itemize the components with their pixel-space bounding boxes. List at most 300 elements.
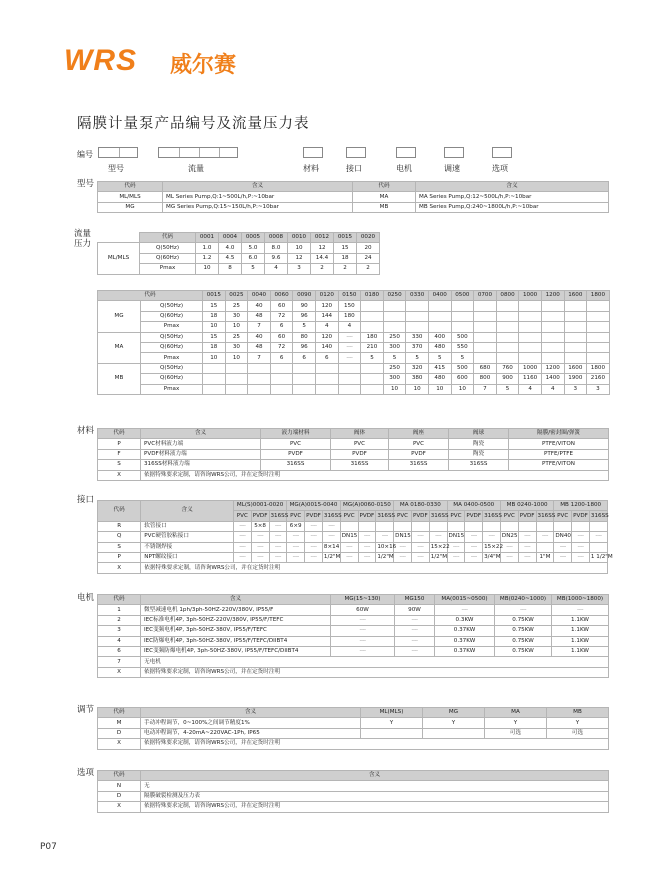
- table-cell: S: [98, 460, 141, 470]
- table-cell: 5×8: [251, 521, 269, 531]
- table-cell: 0.75KW: [495, 636, 552, 646]
- header-cell: 316SS: [429, 511, 447, 521]
- table-cell: 20: [357, 243, 380, 253]
- table-cell: 陶瓷: [449, 439, 509, 449]
- table-cell: 96: [293, 342, 316, 352]
- table-cell: 90: [293, 301, 316, 311]
- header-cell: 316SS: [376, 511, 394, 521]
- table-cell: 10: [196, 264, 219, 274]
- table-row: [98, 728, 609, 738]
- table-cell: 0.37KW: [435, 646, 495, 656]
- table-cell: MB: [353, 202, 416, 212]
- table-cell: ----: [411, 542, 429, 552]
- table-cell: R: [98, 521, 141, 531]
- table-cell: 18: [203, 311, 226, 321]
- table-cell: 316SS: [389, 460, 449, 470]
- header-cell: MA 0180-0330: [394, 501, 447, 511]
- header-cell: MB(1000~1800): [552, 595, 609, 605]
- table-cell: MB: [98, 363, 141, 394]
- table-cell: [361, 363, 384, 373]
- table-cell: ----: [518, 532, 536, 542]
- table-cell: 316SS: [261, 460, 331, 470]
- table-cell: 316SS: [449, 460, 509, 470]
- table-cell: 0.75KW: [495, 615, 552, 625]
- table-cell: [518, 521, 536, 531]
- table-row: [98, 771, 609, 781]
- table-cell: Q(60Hz): [140, 253, 196, 263]
- code-box-option: [492, 147, 512, 158]
- header-cell: PVC: [287, 511, 305, 521]
- table-cell: Y: [423, 718, 485, 728]
- table-cell: 陶瓷: [449, 449, 509, 459]
- table-cell: ML Series Pump,Q:1~500L/h,P:~10bar: [163, 192, 353, 202]
- table-cell: ----: [331, 646, 395, 656]
- table-cell: ----: [269, 542, 287, 552]
- table-cell: 3: [288, 264, 311, 274]
- table-cell: 2: [357, 264, 380, 274]
- option-table: [97, 770, 609, 813]
- table-cell: 1400: [541, 374, 564, 384]
- table-cell: 316SS材料液力端: [141, 460, 261, 470]
- header-cell: MB(0240~1000): [495, 595, 552, 605]
- table-cell: [361, 311, 384, 321]
- table-cell: [572, 521, 590, 531]
- code-box-model: [98, 147, 138, 158]
- table-cell: [248, 363, 271, 373]
- table-cell: 370: [406, 342, 429, 352]
- header-cell: PVC: [554, 511, 572, 521]
- header-cell: 0010: [288, 233, 311, 243]
- header-cell: 1800: [587, 291, 610, 301]
- table-cell: 手动冲程调节，0~100%之间调节精度1%: [141, 718, 361, 728]
- header-cell: 代码: [98, 291, 203, 301]
- header-cell: 0500: [451, 291, 474, 301]
- table-cell: 1200: [541, 363, 564, 373]
- table-cell: 24: [357, 253, 380, 263]
- table-cell: 120: [315, 332, 338, 342]
- motor-table: [97, 594, 609, 678]
- header-cell: 0150: [338, 291, 361, 301]
- table-cell: [541, 342, 564, 352]
- table-cell: [483, 521, 501, 531]
- table-cell: ----: [495, 605, 552, 615]
- table-cell: 4: [541, 384, 564, 394]
- table-cell: ----: [394, 542, 412, 552]
- table-cell: IEC变频防爆电机4P, 3ph-50HZ-380V, IP55/F/TEFC/DIIBT4: [141, 646, 331, 656]
- section-label-option: 选项: [77, 768, 95, 778]
- table-cell: 5: [293, 322, 316, 332]
- table-cell: 微型减速电机 1ph/3ph-50HZ-220V/380V, IP55/F: [141, 605, 331, 615]
- table-cell: PVDF材料液力端: [141, 449, 261, 459]
- table-cell: S: [98, 542, 141, 552]
- table-cell: 10: [225, 353, 248, 363]
- header-cell: MG150: [395, 595, 435, 605]
- table-cell: [383, 311, 406, 321]
- table-cell: 2: [334, 264, 357, 274]
- header-cell: MB 1200-1800: [554, 501, 608, 511]
- header-cell: 0005: [242, 233, 265, 243]
- table-cell: ----: [338, 353, 361, 363]
- header-cell: 1600: [564, 291, 587, 301]
- table-row: [98, 353, 610, 363]
- table-cell: 1160: [519, 374, 542, 384]
- table-row: [98, 791, 609, 801]
- table-cell: [496, 353, 519, 363]
- table-cell: 依据特殊要求定制，请咨询WRS公司，并在定货时注明: [141, 470, 609, 480]
- table-cell: [496, 311, 519, 321]
- table-row: [98, 374, 610, 384]
- material-table: [97, 428, 609, 481]
- table-cell: 10: [428, 384, 451, 394]
- code-row-label: 编号: [77, 150, 93, 159]
- header-cell: 0008: [265, 233, 288, 243]
- table-cell: ----: [554, 542, 572, 552]
- table-cell: 250: [383, 363, 406, 373]
- table-cell: 1.2: [196, 253, 219, 263]
- header-cell: 316SS: [269, 511, 287, 521]
- table-cell: [429, 521, 447, 531]
- table-cell: ----: [358, 552, 376, 562]
- table-cell: 依据特殊要求定制，请咨询WRS公司，并在定货时注明: [141, 667, 609, 677]
- table-cell: [315, 384, 338, 394]
- table-cell: 10: [406, 384, 429, 394]
- table-cell: ----: [376, 532, 394, 542]
- table-cell: 900: [496, 374, 519, 384]
- table-cell: ----: [500, 542, 518, 552]
- table-cell: X: [98, 667, 141, 677]
- section-label-speed: 调节: [77, 705, 95, 715]
- table-cell: 5: [451, 353, 474, 363]
- table-cell: IEC变频电机4P, 3ph-50HZ-380V, IP55/F/TEFC: [141, 626, 331, 636]
- table-cell: 30: [225, 342, 248, 352]
- table-cell: [496, 301, 519, 311]
- table-cell: PTFE/VITON: [509, 439, 609, 449]
- code-label-flow: 流量: [188, 164, 204, 173]
- table-cell: [474, 301, 497, 311]
- table-cell: MA: [98, 332, 141, 363]
- table-row: [98, 626, 609, 636]
- header-cell: MG(15~130): [331, 595, 395, 605]
- table-cell: [361, 322, 384, 332]
- table-cell: 5: [361, 353, 384, 363]
- table-row: [98, 552, 608, 562]
- table-cell: D: [98, 791, 141, 801]
- table-cell: ----: [465, 542, 483, 552]
- table-cell: DN40: [554, 532, 572, 542]
- table-cell: ----: [305, 521, 323, 531]
- table-cell: ----: [552, 605, 609, 615]
- header-cell: 0400: [428, 291, 451, 301]
- header-cell: 0060: [270, 291, 293, 301]
- table-cell: [519, 353, 542, 363]
- header-cell: 0250: [383, 291, 406, 301]
- table-cell: 1000: [519, 363, 542, 373]
- table-cell: IEC标准电机4P, 3ph-50HZ-220V/380V, IP55/F/TEFC: [141, 615, 331, 625]
- table-row: [98, 636, 609, 646]
- table-cell: ----: [322, 532, 340, 542]
- table-cell: 无: [141, 781, 609, 791]
- table-cell: ----: [589, 532, 607, 542]
- table-cell: [361, 301, 384, 311]
- table-row: [98, 615, 609, 625]
- table-cell: 7: [98, 657, 141, 667]
- table-cell: 2: [98, 615, 141, 625]
- table-cell: 760: [496, 363, 519, 373]
- code-label-material: 材料: [303, 164, 319, 173]
- table-cell: ----: [395, 626, 435, 636]
- header-cell: 隔膜/密封圈/弹簧: [509, 429, 609, 439]
- table-cell: 10: [225, 322, 248, 332]
- table-cell: 4: [265, 264, 288, 274]
- table-cell: Y: [547, 718, 609, 728]
- table-cell: PVDF: [331, 449, 389, 459]
- table-cell: P: [98, 552, 141, 562]
- table-cell: [496, 342, 519, 352]
- table-row: [98, 718, 609, 728]
- header-cell: PVDF: [305, 511, 323, 521]
- header-cell: 代码: [98, 708, 141, 718]
- table-cell: [474, 322, 497, 332]
- brand-logo-wrs: WRS: [64, 44, 137, 77]
- table-cell: ----: [411, 552, 429, 562]
- table-cell: ----: [233, 552, 251, 562]
- table-cell: 30: [225, 311, 248, 321]
- header-cell: MB 0240-1000: [500, 501, 553, 511]
- table-cell: ----: [338, 332, 361, 342]
- table-cell: 0.75KW: [495, 646, 552, 656]
- table-cell: [358, 521, 376, 531]
- code-label-option: 选项: [492, 164, 508, 173]
- table-row: [98, 322, 610, 332]
- table-cell: [496, 322, 519, 332]
- table-cell: 96: [293, 311, 316, 321]
- table-cell: 3: [98, 626, 141, 636]
- table-cell: 60W: [331, 605, 395, 615]
- header-cell: 含义: [163, 182, 353, 192]
- table-cell: [383, 301, 406, 311]
- table-row: [98, 563, 608, 573]
- header-cell: 代码: [98, 501, 141, 522]
- header-cell: PVC: [340, 511, 358, 521]
- table-cell: MB Series Pump,Q:240~1800L/h,P:~10bar: [416, 202, 609, 212]
- table-cell: 90W: [395, 605, 435, 615]
- table-row: [98, 521, 608, 531]
- table-row: [98, 542, 608, 552]
- table-cell: [564, 332, 587, 342]
- flow-series-table: [97, 290, 610, 395]
- table-cell: 4.0: [219, 243, 242, 253]
- table-cell: [340, 521, 358, 531]
- table-cell: [315, 374, 338, 384]
- table-row: [98, 646, 609, 656]
- table-cell: 4: [315, 322, 338, 332]
- table-cell: ----: [500, 552, 518, 562]
- table-cell: 隔膜破裂检测及压力表: [141, 791, 609, 801]
- header-cell: 含义: [141, 501, 234, 522]
- flow-ml-table: [97, 232, 380, 275]
- table-row: [98, 192, 609, 202]
- table-cell: ----: [233, 532, 251, 542]
- header-cell: 代码: [353, 182, 416, 192]
- table-cell: [564, 342, 587, 352]
- table-cell: 250: [383, 332, 406, 342]
- table-cell: 300: [383, 374, 406, 384]
- header-cell: 代码: [98, 182, 163, 192]
- table-cell: ----: [483, 532, 501, 542]
- table-cell: Q(60Hz): [141, 342, 203, 352]
- table-cell: [587, 301, 610, 311]
- code-box-port: [346, 147, 366, 158]
- header-cell: PVDF: [572, 511, 590, 521]
- table-cell: [361, 728, 423, 738]
- table-cell: PVC材料液力端: [141, 439, 261, 449]
- header-cell: MA(0015~0500): [435, 595, 495, 605]
- table-cell: [203, 374, 226, 384]
- table-cell: 软管接口: [141, 521, 234, 531]
- table-row: [98, 291, 610, 301]
- table-cell: [541, 322, 564, 332]
- table-cell: [564, 311, 587, 321]
- table-cell: [423, 728, 485, 738]
- table-cell: Pmax: [141, 353, 203, 363]
- table-cell: Q(60Hz): [141, 311, 203, 321]
- table-cell: PVC: [331, 439, 389, 449]
- table-cell: ----: [322, 521, 340, 531]
- table-row: [98, 605, 609, 615]
- table-cell: ----: [269, 521, 287, 531]
- table-cell: [361, 384, 384, 394]
- header-cell: 0001: [196, 233, 219, 243]
- table-cell: [394, 521, 412, 531]
- table-cell: 18: [334, 253, 357, 263]
- table-cell: ----: [340, 542, 358, 552]
- table-cell: [500, 521, 518, 531]
- table-cell: 依据特殊要求定制，请咨询WRS公司，并在定货时注明: [141, 739, 609, 749]
- table-cell: 15×22: [483, 542, 501, 552]
- table-cell: X: [98, 470, 141, 480]
- model-table: [97, 181, 609, 213]
- table-cell: 180: [338, 311, 361, 321]
- table-cell: [465, 521, 483, 531]
- table-cell: 15: [203, 301, 226, 311]
- table-cell: 8.0: [265, 243, 288, 253]
- header-cell: 316SS: [483, 511, 501, 521]
- table-cell: 15: [334, 243, 357, 253]
- table-row: [98, 429, 609, 439]
- header-cell: MG: [423, 708, 485, 718]
- table-cell: 500: [451, 363, 474, 373]
- table-row: [98, 202, 609, 212]
- table-cell: Q(60Hz): [141, 374, 203, 384]
- header-cell: 0012: [311, 233, 334, 243]
- table-cell: Q: [98, 532, 141, 542]
- table-cell: [474, 332, 497, 342]
- table-cell: [587, 322, 610, 332]
- header-cell: PVDF: [518, 511, 536, 521]
- table-cell: ----: [305, 542, 323, 552]
- table-cell: X: [98, 802, 141, 812]
- section-label-flow: 流量压力: [74, 229, 92, 249]
- table-cell: 4: [98, 636, 141, 646]
- table-cell: ----: [518, 552, 536, 562]
- table-cell: 1/2"M: [322, 552, 340, 562]
- table-cell: 5.0: [242, 243, 265, 253]
- table-cell: 5: [496, 384, 519, 394]
- table-cell: PTFE/VITON: [509, 460, 609, 470]
- table-cell: X: [98, 739, 141, 749]
- table-cell: Y: [485, 718, 547, 728]
- table-cell: 1.1KW: [552, 636, 609, 646]
- header-cell: 316SS: [322, 511, 340, 521]
- table-cell: PVC硬管胶粘接口: [141, 532, 234, 542]
- table-cell: 48: [248, 342, 271, 352]
- table-cell: 9.6: [265, 253, 288, 263]
- table-cell: 5: [242, 264, 265, 274]
- table-row: [98, 667, 609, 677]
- table-cell: ----: [233, 521, 251, 531]
- table-cell: ----: [358, 532, 376, 542]
- header-cell: 液力端材料: [261, 429, 331, 439]
- table-cell: 60: [270, 332, 293, 342]
- table-cell: [564, 353, 587, 363]
- table-cell: DN25: [500, 532, 518, 542]
- header-cell: 0004: [219, 233, 242, 243]
- header-cell: 阀体: [331, 429, 389, 439]
- table-row: [98, 253, 380, 263]
- table-cell: 6: [270, 353, 293, 363]
- section-label-model: 型号: [77, 179, 95, 189]
- table-cell: [270, 384, 293, 394]
- table-cell: 5: [406, 353, 429, 363]
- header-cell: 0800: [496, 291, 519, 301]
- table-cell: [406, 301, 429, 311]
- header-cell: 含义: [141, 595, 331, 605]
- table-row: [98, 708, 609, 718]
- table-cell: 3: [587, 384, 610, 394]
- table-cell: MA Series Pump,Q:12~500L/h,P:~10bar: [416, 192, 609, 202]
- table-cell: 1.1KW: [552, 615, 609, 625]
- table-row: [98, 243, 380, 253]
- table-cell: [541, 311, 564, 321]
- table-cell: [519, 301, 542, 311]
- table-cell: F: [98, 449, 141, 459]
- table-cell: ----: [251, 542, 269, 552]
- table-cell: ----: [358, 542, 376, 552]
- table-cell: ----: [572, 552, 590, 562]
- table-cell: Q(50Hz): [140, 243, 196, 253]
- table-cell: ----: [287, 552, 305, 562]
- table-cell: 25: [225, 332, 248, 342]
- table-cell: MG: [98, 202, 163, 212]
- table-cell: 550: [451, 342, 474, 352]
- table-cell: [519, 322, 542, 332]
- table-cell: ----: [572, 542, 590, 552]
- table-cell: ----: [536, 532, 554, 542]
- table-row: [98, 439, 609, 449]
- table-cell: ----: [572, 532, 590, 542]
- table-cell: ----: [251, 552, 269, 562]
- table-cell: ----: [331, 615, 395, 625]
- header-cell: 316SS: [589, 511, 607, 521]
- table-cell: [428, 322, 451, 332]
- table-cell: 150: [338, 301, 361, 311]
- table-cell: 6: [315, 353, 338, 363]
- header-cell: 0120: [315, 291, 338, 301]
- header-cell: 含义: [416, 182, 609, 192]
- header-cell: 阀座: [389, 429, 449, 439]
- table-row: [98, 657, 609, 667]
- table-cell: 6.0: [242, 253, 265, 263]
